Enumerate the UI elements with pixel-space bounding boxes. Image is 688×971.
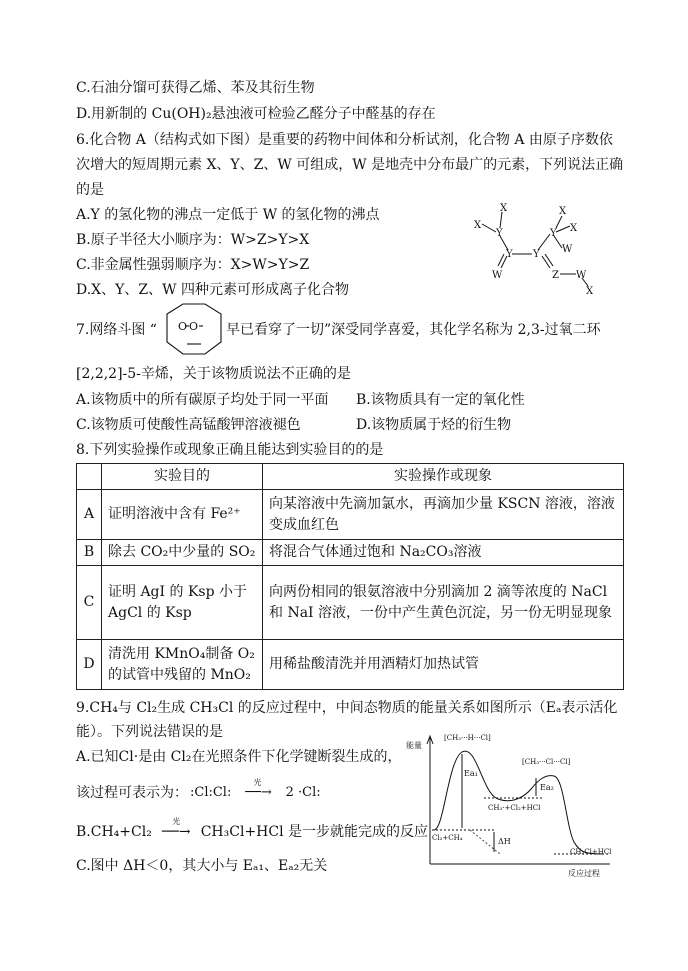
equation-condition: 光	[253, 778, 262, 787]
activation-energy-2: Ea₂	[540, 783, 554, 792]
q7-option-a: A.该物质中的所有碳原子均处于同一平面	[76, 392, 329, 408]
q6-option-a: A.Y 的氢化物的沸点一定低于 W 的氢化物的沸点	[76, 207, 380, 223]
table-row	[77, 640, 624, 690]
row-operation: 用稀盐酸清洗并用酒精灯加热试管	[263, 640, 624, 690]
atom-w-2: W	[562, 244, 573, 255]
row-option-label: D	[77, 640, 102, 690]
activation-energy-1: Ea₁	[464, 769, 478, 778]
q7-option-d: D.该物质属于烃的衍生物	[356, 417, 512, 433]
q9-option-b	[76, 817, 429, 842]
right-arrow-icon: ──→	[161, 824, 191, 840]
table-header-row	[77, 464, 624, 490]
atom-w-1: W	[492, 270, 503, 281]
y-axis-label: 能量	[406, 741, 422, 750]
atom-y-3: Y	[533, 249, 540, 260]
bicyclic-peroxide-structure	[163, 302, 225, 356]
q9-option-a-line1: A.已知Cl·是由 Cl₂在光照条件下化学键断裂生成的，	[76, 749, 402, 765]
q9-option-c: C.图中 ΔH＜0，其大小与 Eₐ₁、Eₐ₂无关	[76, 858, 328, 874]
transition-state-2: [CH₃···Cl···Cl]	[522, 758, 571, 766]
q6-stem-line3: 的是	[76, 182, 104, 198]
peroxide-oxygen-1: O	[178, 320, 188, 333]
atom-x-3: X	[559, 206, 567, 217]
equation-right: 2 ·Cl:	[285, 785, 321, 800]
table-row	[77, 540, 624, 566]
q7-stem-line1-start: 7.网络斗图 “	[76, 322, 157, 338]
products-label: CH₃Cl+HCl	[570, 848, 612, 856]
q6-option-c: C.非金属性强弱顺序为：X>W>Y>Z	[76, 257, 310, 273]
row-aim: 证明 AgI 的 Ksp 小于 AgCl 的 Ksp	[102, 566, 263, 640]
q6-option-d: D.X、Y、Z、W 四种元素可形成离子化合物	[76, 282, 349, 298]
q9-option-a-equation	[190, 778, 321, 803]
x-axis-label: 反应过程	[568, 869, 600, 878]
table-row	[77, 566, 624, 640]
atom-x-1: X	[474, 220, 482, 231]
intermediate-label: CH₃·+Cl₂+HCl	[488, 804, 541, 812]
q5-option-c: C.石油分馏可获得乙烯、苯及其衍生物	[76, 80, 315, 96]
header-aim: 实验目的	[102, 464, 263, 490]
equation-left: :Cl:Cl:	[190, 785, 232, 800]
q5-option-d: D.用新制的 Cu(OH)₂悬浊液可检验乙醛分子中醛基的存在	[76, 106, 436, 122]
row-operation: 向两份相同的银氨溶液中分别滴加 2 滴等浓度的 NaCl 和 NaI 溶液，一份中产生黄色沉淀，另一份无明显现象	[263, 566, 624, 640]
atom-x-2: X	[500, 203, 508, 214]
atom-y-1: Y	[496, 228, 503, 239]
compound-a-structure	[466, 198, 610, 298]
row-operation: 将混合气体通过饱和 Na₂CO₃溶液	[263, 540, 624, 566]
option-b-condition: 光	[172, 817, 181, 826]
q6-option-b: B.原子半径大小顺序为：W>Z>Y>X	[76, 232, 310, 248]
transition-state-1: [CH₃···H···Cl]	[444, 734, 491, 742]
row-aim: 除去 CO₂中少量的 SO₂	[102, 540, 263, 566]
right-arrow-icon: ──→	[245, 785, 272, 800]
row-operation: 向某溶液中先滴加氯水，再滴加少量 KSCN 溶液，溶液变成血红色	[263, 490, 624, 540]
header-operation: 实验操作或现象	[263, 464, 624, 490]
q6-stem-line1: 6.化合物 A（结构式如下图）是重要的药物中间体和分析试剂，化合物 A 由原子序数依	[76, 132, 613, 148]
row-option-label: A	[77, 490, 102, 540]
q9-option-a-line2: 该过程可表示为：	[76, 785, 188, 801]
q9-stem-line2: 能）。下列说法错误的是	[76, 724, 223, 740]
enthalpy-change-label: ΔH	[498, 837, 511, 846]
row-option-label: B	[77, 540, 102, 566]
atom-y-2: Y	[506, 249, 513, 260]
energy-profile-diagram	[404, 730, 614, 886]
atom-y-4: Y	[550, 228, 557, 239]
option-b-arrow	[156, 817, 196, 842]
atom-z: Z	[552, 270, 559, 281]
q6-stem-line2: 次增大的短周期元素 X、Y、Z、W 可组成，W 是地壳中分布最广的元素，下列说法正确	[76, 157, 624, 173]
atom-x-5: X	[586, 286, 594, 297]
atom-x-4: X	[570, 223, 578, 234]
q7-option-c: C.该物质可使酸性高锰酸钾溶液褪色	[76, 417, 301, 433]
atom-w-3: W	[576, 270, 587, 281]
row-aim: 证明溶液中含有 Fe²⁺	[102, 490, 263, 540]
equation-arrow	[236, 778, 282, 803]
row-aim: 清洗用 KMnO₄制备 O₂的试管中残留的 MnO₂	[102, 640, 263, 690]
option-b-products: CH₃Cl+HCl 是一步就能完成的反应	[200, 824, 429, 840]
q9-stem-line1: 9.CH₄与 Cl₂生成 CH₃Cl 的反应过程中，中间态物质的能量关系如图所示（Eₐ表示活化	[76, 700, 618, 716]
q7-stem-line2: [2,2,2]-5-辛烯，关于该物质说法不正确的是	[76, 366, 351, 382]
option-b-reactants: B.CH₄+Cl₂	[76, 824, 152, 840]
q7-option-b: B.该物质具有一定的氧化性	[356, 392, 525, 408]
experiment-table	[76, 463, 624, 690]
q7-stem-line1-end: 早已看穿了一切”深受同学喜爱，其化学名称为 2,3-过氧二环	[226, 322, 601, 338]
table-row	[77, 490, 624, 540]
q8-stem: 8.下列实验操作或现象正确且能达到实验目的的是	[76, 442, 384, 458]
row-option-label: C	[77, 566, 102, 640]
peroxide-oxygen-2: O	[189, 320, 199, 333]
reactants-label: Cl₂+CH₄	[432, 834, 463, 842]
